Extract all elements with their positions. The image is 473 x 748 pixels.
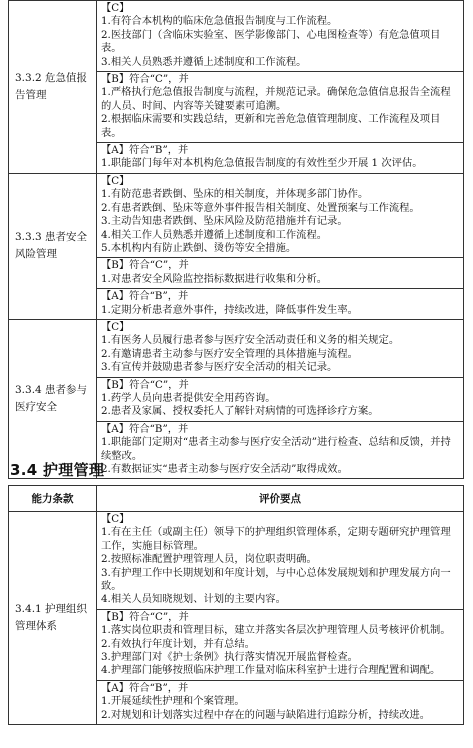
list-item: 2.有数据证实“患者主动参与医疗安全活动”取得成效。	[101, 463, 348, 475]
table-row	[9, 512, 464, 725]
grade-header: 【C】	[101, 513, 130, 525]
clause-label: 3.3.4 患者参与医疗安全	[9, 319, 97, 478]
grade-block-b	[97, 609, 463, 680]
grade-header: 【A】符合“B”，并	[101, 290, 189, 303]
grade-block-a	[97, 680, 463, 724]
grade-header: 【C】	[101, 320, 130, 333]
grade-block-c	[97, 174, 463, 257]
grade-header: 【B】符合“C”，并	[101, 610, 189, 623]
grade-block-c	[97, 512, 463, 609]
grade-block-a	[97, 421, 463, 479]
grade-header: 【A】符合“B”，并	[101, 422, 189, 435]
grade-block-c	[97, 1, 463, 71]
list-item: 1.严格执行危急值报告制度与流程，并规范记录。确保危急值信息报告全流程的人员、时间、内容等关键要素可追溯。	[101, 86, 451, 112]
list-item: 4.护理部门能够按照临床护理工作量对临床科室护士进行合理配置和调配。	[101, 664, 441, 677]
table-row	[9, 1, 464, 174]
list-item: 2.根据临床需要和实践总结，更新和完善危急值管理制度、工作流程及项目表。	[101, 113, 441, 139]
evaluation-table-3-4	[8, 485, 464, 725]
table-row	[9, 319, 464, 478]
list-item: 1.药学人员向患者提供安全用药咨询。	[101, 391, 276, 404]
list-item: 2.有邀请患者主动参与医疗安全管理的具体措施与流程。	[101, 347, 358, 360]
grade-header: 【C】	[101, 2, 130, 14]
section-heading: 3.4 护理管理	[10, 461, 105, 479]
list-item: 4.相关人员知晓规划、计划的主要内容。	[101, 593, 286, 606]
grade-block-a	[97, 288, 463, 319]
list-item: 1.有防范患者跌倒、坠床的相关制度，并体现多部门协作。	[101, 188, 369, 201]
list-item: 1.职能部门定期对“患者主动参与医疗安全活动”进行检查、总结和反馈，并持续整改。	[101, 436, 451, 462]
list-item: 3.护理部门对《护士条例》执行落实情况开展监督检查。	[101, 651, 358, 664]
list-item: 1.有在主任（或副主任）领导下的护理组织管理体系，定期专题研究护理管理工作，实施目标管理。	[101, 526, 451, 552]
list-item: 2.按照标准配置护理管理人员，岗位职责明确。	[101, 553, 317, 566]
grade-header: 【B】符合“C”，并	[101, 73, 189, 86]
list-item: 1.定期分析患者意外事件，持续改进，降低事件发生率。	[101, 303, 358, 316]
list-item: 2.对规划和计划落实过程中存在的问题与缺陷进行追踪分析，持续改进。	[101, 708, 431, 721]
grade-block-c	[97, 320, 463, 377]
grade-header: 【A】符合“B”，并	[101, 144, 189, 157]
list-item: 3.主动告知患者跌倒、坠床风险及防范措施并有记录。	[101, 215, 348, 228]
clause-label: 3.4.1 护理组织管理体系	[9, 512, 97, 725]
table-row	[9, 173, 464, 319]
list-item: 2.有效执行年度计划，并有总结。	[101, 637, 255, 650]
column-header-clause: 能力条款	[9, 486, 97, 512]
evaluation-table-3-3	[8, 0, 464, 479]
clause-label: 3.3.3 患者安全风险管理	[9, 173, 97, 319]
list-item: 1.开展延续性护理和个案管理。	[101, 695, 245, 708]
grade-header: 【A】符合“B”，并	[101, 681, 189, 694]
list-item: 3.有护理工作中长期规划和年度计划，与中心总体发展规划和护理发展方向一致。	[101, 566, 451, 593]
column-header-points: 评价要点	[97, 486, 464, 512]
list-item: 3.有宣传并鼓励患者参与医疗安全活动的相关记录。	[101, 361, 338, 374]
list-item: 2.有患者跌倒、坠床等意外事件报告相关制度、处置预案与工作流程。	[101, 201, 420, 214]
list-item: 1.对患者安全风险监控指标数据进行收集和分析。	[101, 272, 328, 285]
grade-header: 【B】符合“C”，并	[101, 378, 189, 391]
table-header-row	[9, 486, 464, 512]
list-item: 2.患者及家属、授权委托人了解针对病情的可选择诊疗方案。	[101, 405, 379, 418]
list-item: 1.有医务人员履行患者参与医疗安全活动责任和义务的相关规定。	[101, 334, 400, 347]
grade-block-a	[97, 142, 463, 173]
list-item: 5.本机构内有防止跌倒、烫伤等安全措施。	[101, 241, 297, 254]
list-item: 4.相关工作人员熟悉并遵循上述制度和工作流程。	[101, 228, 328, 241]
clause-label: 3.3.2 危急值报告管理	[9, 1, 97, 174]
grade-header: 【B】符合“C”，并	[101, 259, 189, 272]
list-item: 1.职能部门每年对本机构危急值报告制度的有效性至少开展 1 次评估。	[101, 157, 423, 170]
list-item: 3.相关人员熟悉并遵循上述制度和工作流程。	[101, 55, 307, 68]
grade-header: 【C】	[101, 174, 130, 187]
list-item: 2.医技部门（含临床实验室、医学影像部门、心电图检查等）有危急值项目表。	[101, 28, 441, 55]
grade-block-b	[97, 377, 463, 421]
grade-block-b	[97, 257, 463, 288]
list-item: 1.有符合本机构的临床危急值报告制度与工作流程。	[101, 15, 338, 28]
grade-block-b	[97, 71, 463, 142]
list-item: 1.落实岗位职责和管理目标，建立并落实各层次护理管理人员考核评价机制。	[101, 624, 451, 637]
